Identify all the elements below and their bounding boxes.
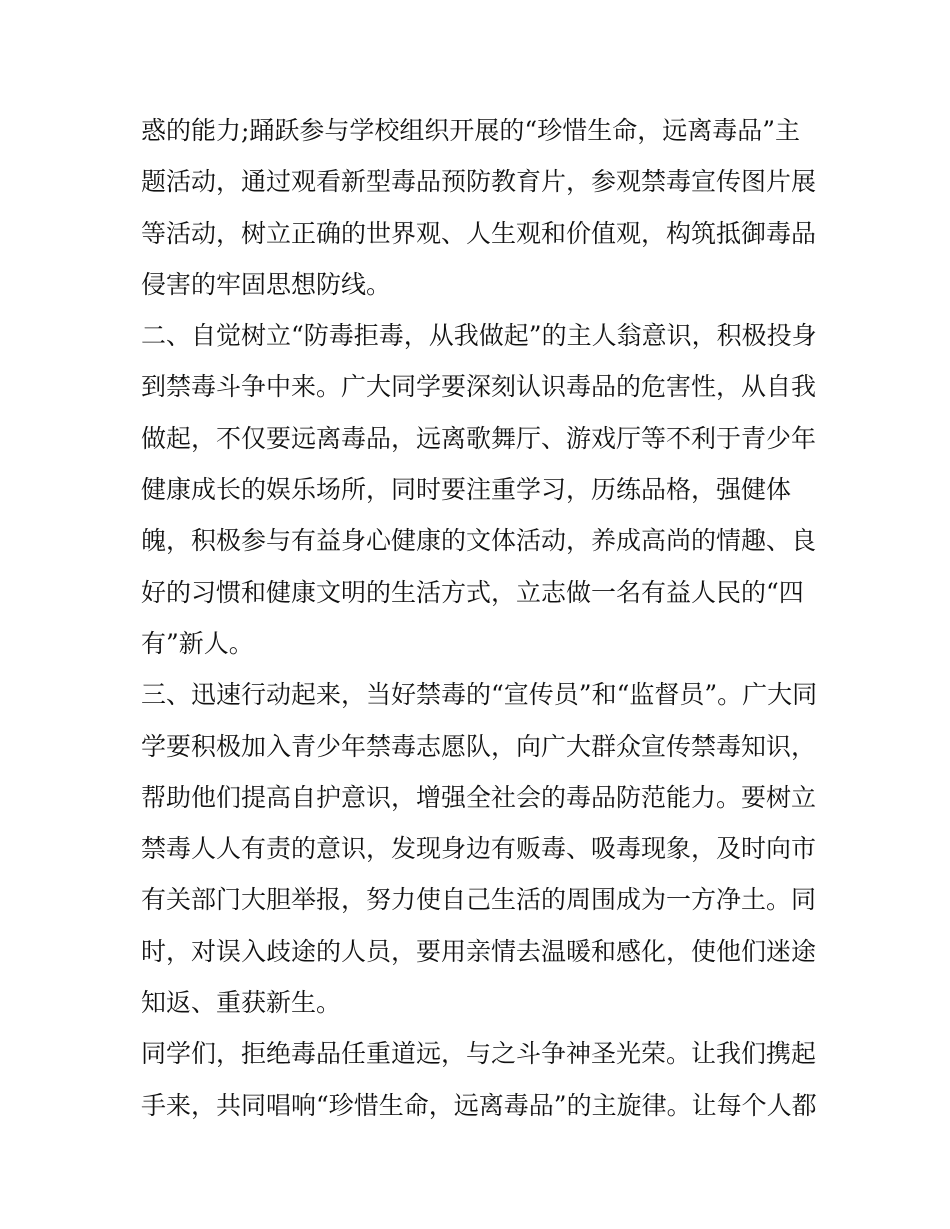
- text-line: 三、迅速行动起来，当好禁毒的“宣传员”和“监督员”。广大同: [141, 680, 818, 710]
- text-line: 题活动，通过观看新型毒品预防教育片，参观禁毒宣传图片展: [141, 167, 817, 197]
- text-line: 学要积极加入青少年禁毒志愿队，向广大群众宣传禁毒知识，: [141, 731, 817, 761]
- text-line: 做起，不仅要远离毒品，远离歌舞厅、游戏厅等不利于青少年: [141, 423, 817, 453]
- text-line: 同学们，拒绝毒品任重道远，与之斗争神圣光荣。让我们携起: [141, 1039, 817, 1069]
- text-line: 侵害的牢固思想防线。: [141, 269, 392, 299]
- text-line: 有”新人。: [141, 628, 254, 658]
- text-line: 禁毒人人有责的意识，发现身边有贩毒、吸毒现象，及时向市: [141, 834, 817, 864]
- text-line: 惑的能力;踊跃参与学校组织开展的“珍惜生命，远离毒品”主: [141, 116, 800, 145]
- text-line: 等活动，树立正确的世界观、人生观和价值观，构筑抵御毒品: [141, 218, 817, 248]
- text-line: 知返、重获新生。: [141, 988, 342, 1018]
- text-line: 手来，共同唱响“珍惜生命，远离毒品”的主旋律。让每个人都: [141, 1090, 817, 1120]
- text-line: 时，对误入歧途的人员，要用亲情去温暖和感化，使他们迷途: [141, 936, 817, 966]
- text-line: 有关部门大胆举报，努力使自己生活的周围成为一方净土。同: [141, 885, 817, 915]
- text-line: 好的习惯和健康文明的生活方式，立志做一名有益人民的“四: [141, 577, 804, 607]
- text-line: 二、自觉树立“防毒拒毒，从我做起”的主人翁意识，积极投身: [141, 321, 817, 351]
- text-line: 到禁毒斗争中来。广大同学要深刻认识毒品的危害性，从自我: [141, 372, 817, 402]
- text-line: 帮助他们提高自护意识，增强全社会的毒品防范能力。要树立: [141, 782, 817, 812]
- body-text: [141, 105, 821, 1131]
- text-line: 健康成长的娱乐场所，同时要注重学习，历练品格，强健体: [141, 475, 792, 505]
- text-line: 魄，积极参与有益身心健康的文体活动，养成高尚的情趣、良: [141, 526, 817, 556]
